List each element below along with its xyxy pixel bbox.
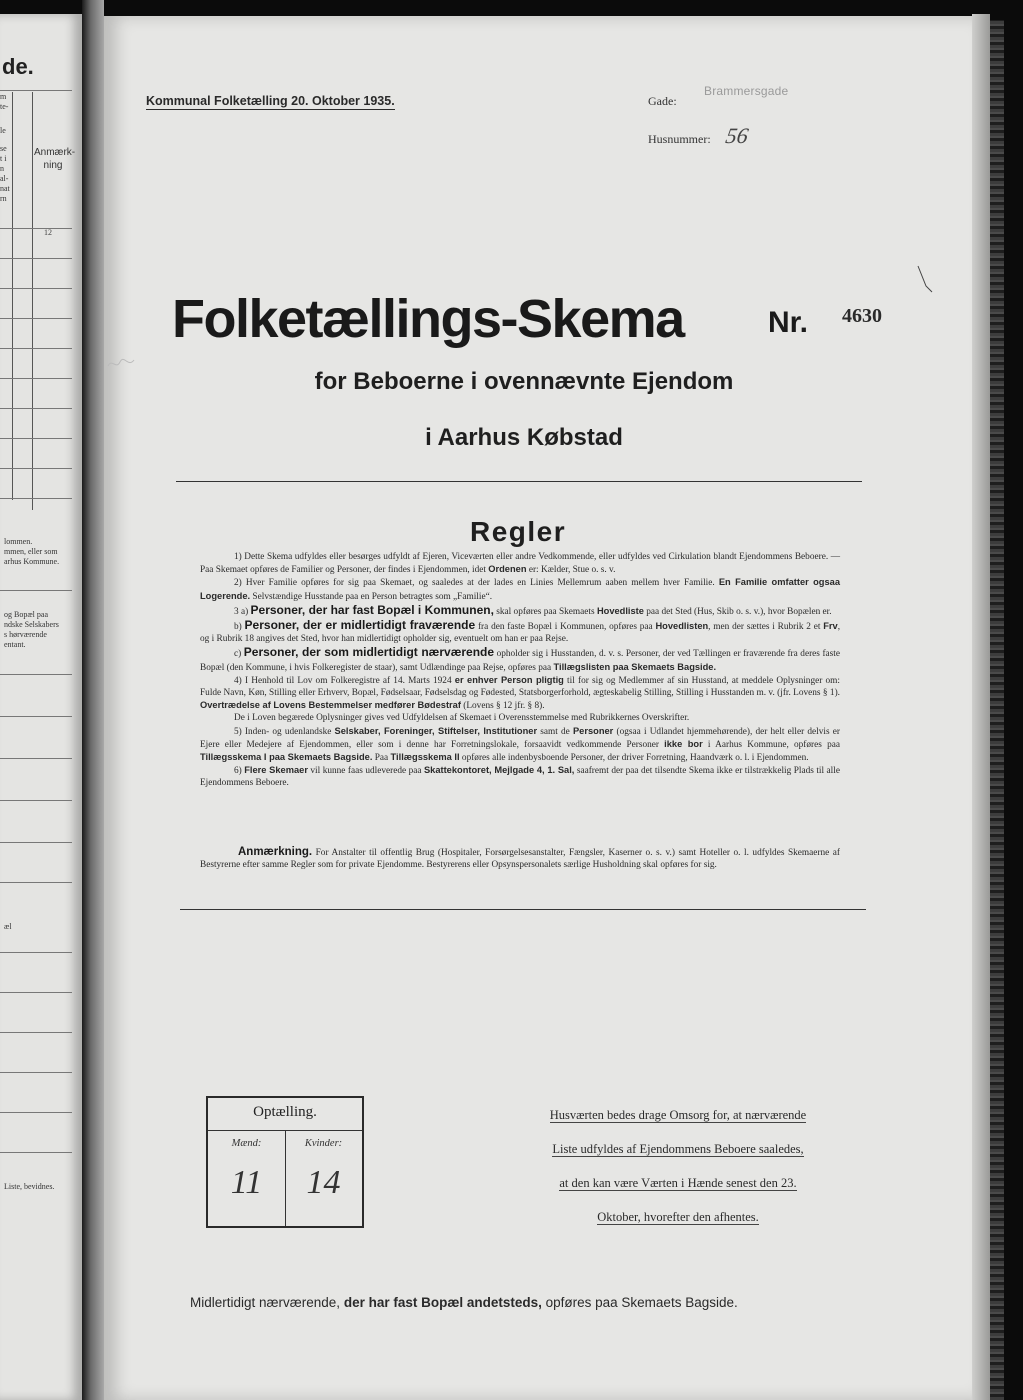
scan-border bbox=[1004, 0, 1023, 1400]
left-text-fragment: lommen. mmen, eller som arhus Kommune. bbox=[4, 537, 60, 566]
form-title: Folketællings-Skema bbox=[172, 289, 684, 349]
rule-paragraph: De i Loven begærede Oplysninger gives ved Udfyldelsen af Skemaet i Overensstemmelse med Rubrikkernes Overskrifter. bbox=[234, 713, 690, 724]
left-text-fragment: Liste, bevidnes. bbox=[4, 1182, 55, 1191]
rules-text bbox=[200, 551, 840, 790]
left-rule bbox=[0, 1152, 72, 1153]
margin-scribble-icon bbox=[106, 354, 138, 374]
gade-label: Gade: bbox=[648, 94, 677, 108]
left-table-rule bbox=[0, 438, 72, 439]
anmaerkning-text: For Anstalter til offentlig Brug (Hospitaler, Forsørgelsesanstalter, Fængsler, Kaserner o. s. v.) samt Hoteller o. l. udfyldes Skemaerne af Bestyrerne efter samme Regler som for private Ejendomme. Bestyrerens eller Opsynspersonalets særlige Husholdning skal opføres for sig. bbox=[200, 848, 840, 871]
instruction-line: Oktober, hvorefter den afhentes. bbox=[597, 1210, 759, 1224]
left-col-anmaerkning: Anmærk- ning bbox=[34, 147, 76, 171]
rule-paragraph: b) Personer, der er midlertidigt fraværende fra den faste Bopæl i Kommunen, opføres paa Hovedlisten, men der sættes i Rubrik 2 et Frv, og i Rubrik 18 angives det Sted, hvor han midlertidigt opholder sig, eventuelt om han er paa Rejse. bbox=[200, 618, 841, 645]
divider bbox=[180, 909, 866, 910]
left-rule bbox=[0, 1112, 72, 1113]
left-col-label: le bbox=[0, 126, 6, 135]
rule-paragraph: 5) Inden- og udenlandske Selskaber, Foreninger, Stiftelser, Institutioner samt de Personer (ogsaa i Udlandet hjemmehørende), der helt eller delvis er Ejere eller Medejere af Ejendommen, eller som i denne har Forretningslokale, forsaavidt vedkommende Personer ikke bor i Aarhus Kommune, opføres paa Tillægsskema I paa Skemaets Bagside. Paa Tillægsskema II opføres alle indenbysboende Personer, der driver Forretning, Haandværk o. l. i Ejendommen. bbox=[200, 725, 840, 764]
count-kvinder-value: 14 bbox=[306, 1164, 341, 1201]
left-table-rule bbox=[0, 228, 72, 229]
instruction-line: Liste udfyldes af Ejendommens Beboere saaledes, bbox=[552, 1142, 804, 1156]
left-page-header: de. bbox=[2, 54, 34, 79]
binding-edge bbox=[990, 20, 1004, 1400]
rule-paragraph: 4) I Henhold til Lov om Folkeregistre af 14. Marts 1924 er enhver Person pligtig til for sig og Medlemmer af sin Husstand, at meddele Oplysninger om: Fulde Navn, Køn, Stilling eller Erhverv, Bopæl, Fødselsaar, Fødselsdag og Fødested, Statsborgerforhold, ægteskabelig Stilling, Stilling i Husstanden m. v. (jfr. Lovens § 1). Overtrædelse af Lovens Bestemmelser medfører Bødestraf (Lovens § 12 jfr. § 8). bbox=[200, 674, 840, 712]
left-rule bbox=[0, 1032, 72, 1033]
husnummer-label: Husnummer: bbox=[648, 132, 711, 146]
left-table-rule bbox=[0, 348, 72, 349]
form-number-label: Nr. bbox=[768, 306, 809, 339]
page-edge bbox=[972, 14, 990, 1400]
rule-paragraph: 3 a) Personer, der har fast Bopæl i Kommunen, skal opføres paa Skemaets Hovedliste paa det Sted (Hus, Skib o. s. v.), hvor Bopælen er. bbox=[234, 602, 832, 617]
left-rule bbox=[0, 842, 72, 843]
instruction-line: at den kan være Værten i Hænde senest den 23. bbox=[559, 1176, 797, 1190]
form-subtitle: for Beboerne i ovennævnte Ejendom bbox=[314, 368, 734, 395]
rule-paragraph: 2) Hver Familie opføres for sig paa Skemaet, og saaledes at der lades en Linies Mellemrum aaben mellem hver Familie. En Familie omfatter ogsaa Logerende. Selvstændige Husstande paa en Person betragtes som „Familie“. bbox=[200, 577, 840, 602]
left-table-rule bbox=[0, 90, 72, 91]
footer-note: Midlertidigt nærværende, der har fast Bopæl andetsteds, opføres paa Skemaets Bagside. bbox=[190, 1295, 738, 1310]
left-col-number: 12 bbox=[44, 228, 52, 237]
anmaerkning-note bbox=[200, 846, 840, 871]
left-rule bbox=[0, 992, 72, 993]
rules-heading: Regler bbox=[470, 516, 567, 547]
count-title: Optælling. bbox=[253, 1104, 317, 1120]
rule-paragraph: c) Personer, der som midlertidigt nærværende opholder sig i Husstanden, d. v. s. Personer, der ved Tællingen er fraværende fra deres faste Bopæl (den Kommune, i hvis Folkeregister de staar), samt Udlændinge paa Rejse, opføres paa Tillægslisten paa Skemaets Bagside. bbox=[200, 645, 841, 673]
left-rule bbox=[0, 716, 72, 717]
gade-value: Brammersgade bbox=[704, 84, 789, 98]
count-maend-value: 11 bbox=[230, 1164, 263, 1201]
form-number-value: 4630 bbox=[842, 305, 882, 327]
rule-paragraph: 6) Flere Skemaer vil kunne faas udleverede paa Skattekontoret, Mejlgade 4, 1. Sal, saafremt der paa det tilsendte Skema ikke er tilstrækkelig Plads til alle Ejendommens Beboere. bbox=[200, 765, 840, 789]
landlord-instructions bbox=[512, 1098, 844, 1234]
divider bbox=[176, 481, 862, 482]
rule-paragraph: 1) Dette Skema udfyldes eller besørges udfyldt af Ejeren, Viceværten eller andre Vedkommende, eller udfyldes ved Cirkulation blandt Ejendommens Beboere. — Paa Skemaet opføres de Familier og Personer, der findes i Ejendommen, idet Ordenen er: Kælder, Stue o. s. v. bbox=[200, 552, 840, 576]
left-rule bbox=[0, 1072, 72, 1073]
left-rule bbox=[0, 674, 72, 675]
left-table-rule bbox=[0, 288, 72, 289]
count-maend-label: Mænd: bbox=[231, 1138, 262, 1149]
left-rule bbox=[0, 952, 72, 953]
left-col-label: m te- bbox=[0, 92, 9, 111]
left-text-fragment: og Bopæl paa ndske Selskabers s hørværende entant. bbox=[4, 610, 59, 649]
pencil-mark-icon bbox=[916, 264, 934, 294]
left-rule bbox=[0, 800, 72, 801]
left-col-label: se t i n al- nat rn bbox=[0, 144, 10, 203]
left-rule bbox=[0, 590, 72, 591]
left-table-rule bbox=[0, 258, 72, 259]
left-table-rule bbox=[0, 378, 72, 379]
left-rule bbox=[0, 758, 72, 759]
form-subtitle: i Aarhus Købstad bbox=[425, 424, 623, 451]
census-form-page bbox=[104, 16, 972, 1400]
left-rule bbox=[0, 882, 72, 883]
previous-page-fragment bbox=[0, 14, 82, 1400]
husnummer-value: 56 bbox=[723, 123, 751, 148]
left-table-line bbox=[32, 92, 33, 510]
left-table-rule bbox=[0, 318, 72, 319]
book-spine bbox=[82, 0, 104, 1400]
left-text-fragment: æl bbox=[4, 922, 12, 931]
left-table-rule bbox=[0, 468, 72, 469]
left-table-rule bbox=[0, 408, 72, 409]
count-box bbox=[206, 1096, 364, 1228]
instruction-line: Husværten bedes drage Omsorg for, at nærværende bbox=[549, 1108, 807, 1122]
count-kvinder-label: Kvinder: bbox=[304, 1138, 343, 1149]
anmaerkning-label: Anmærkning. bbox=[238, 846, 313, 858]
left-table-rule bbox=[0, 498, 72, 499]
census-header-line: Kommunal Folketælling 20. Oktober 1935. bbox=[146, 94, 395, 108]
